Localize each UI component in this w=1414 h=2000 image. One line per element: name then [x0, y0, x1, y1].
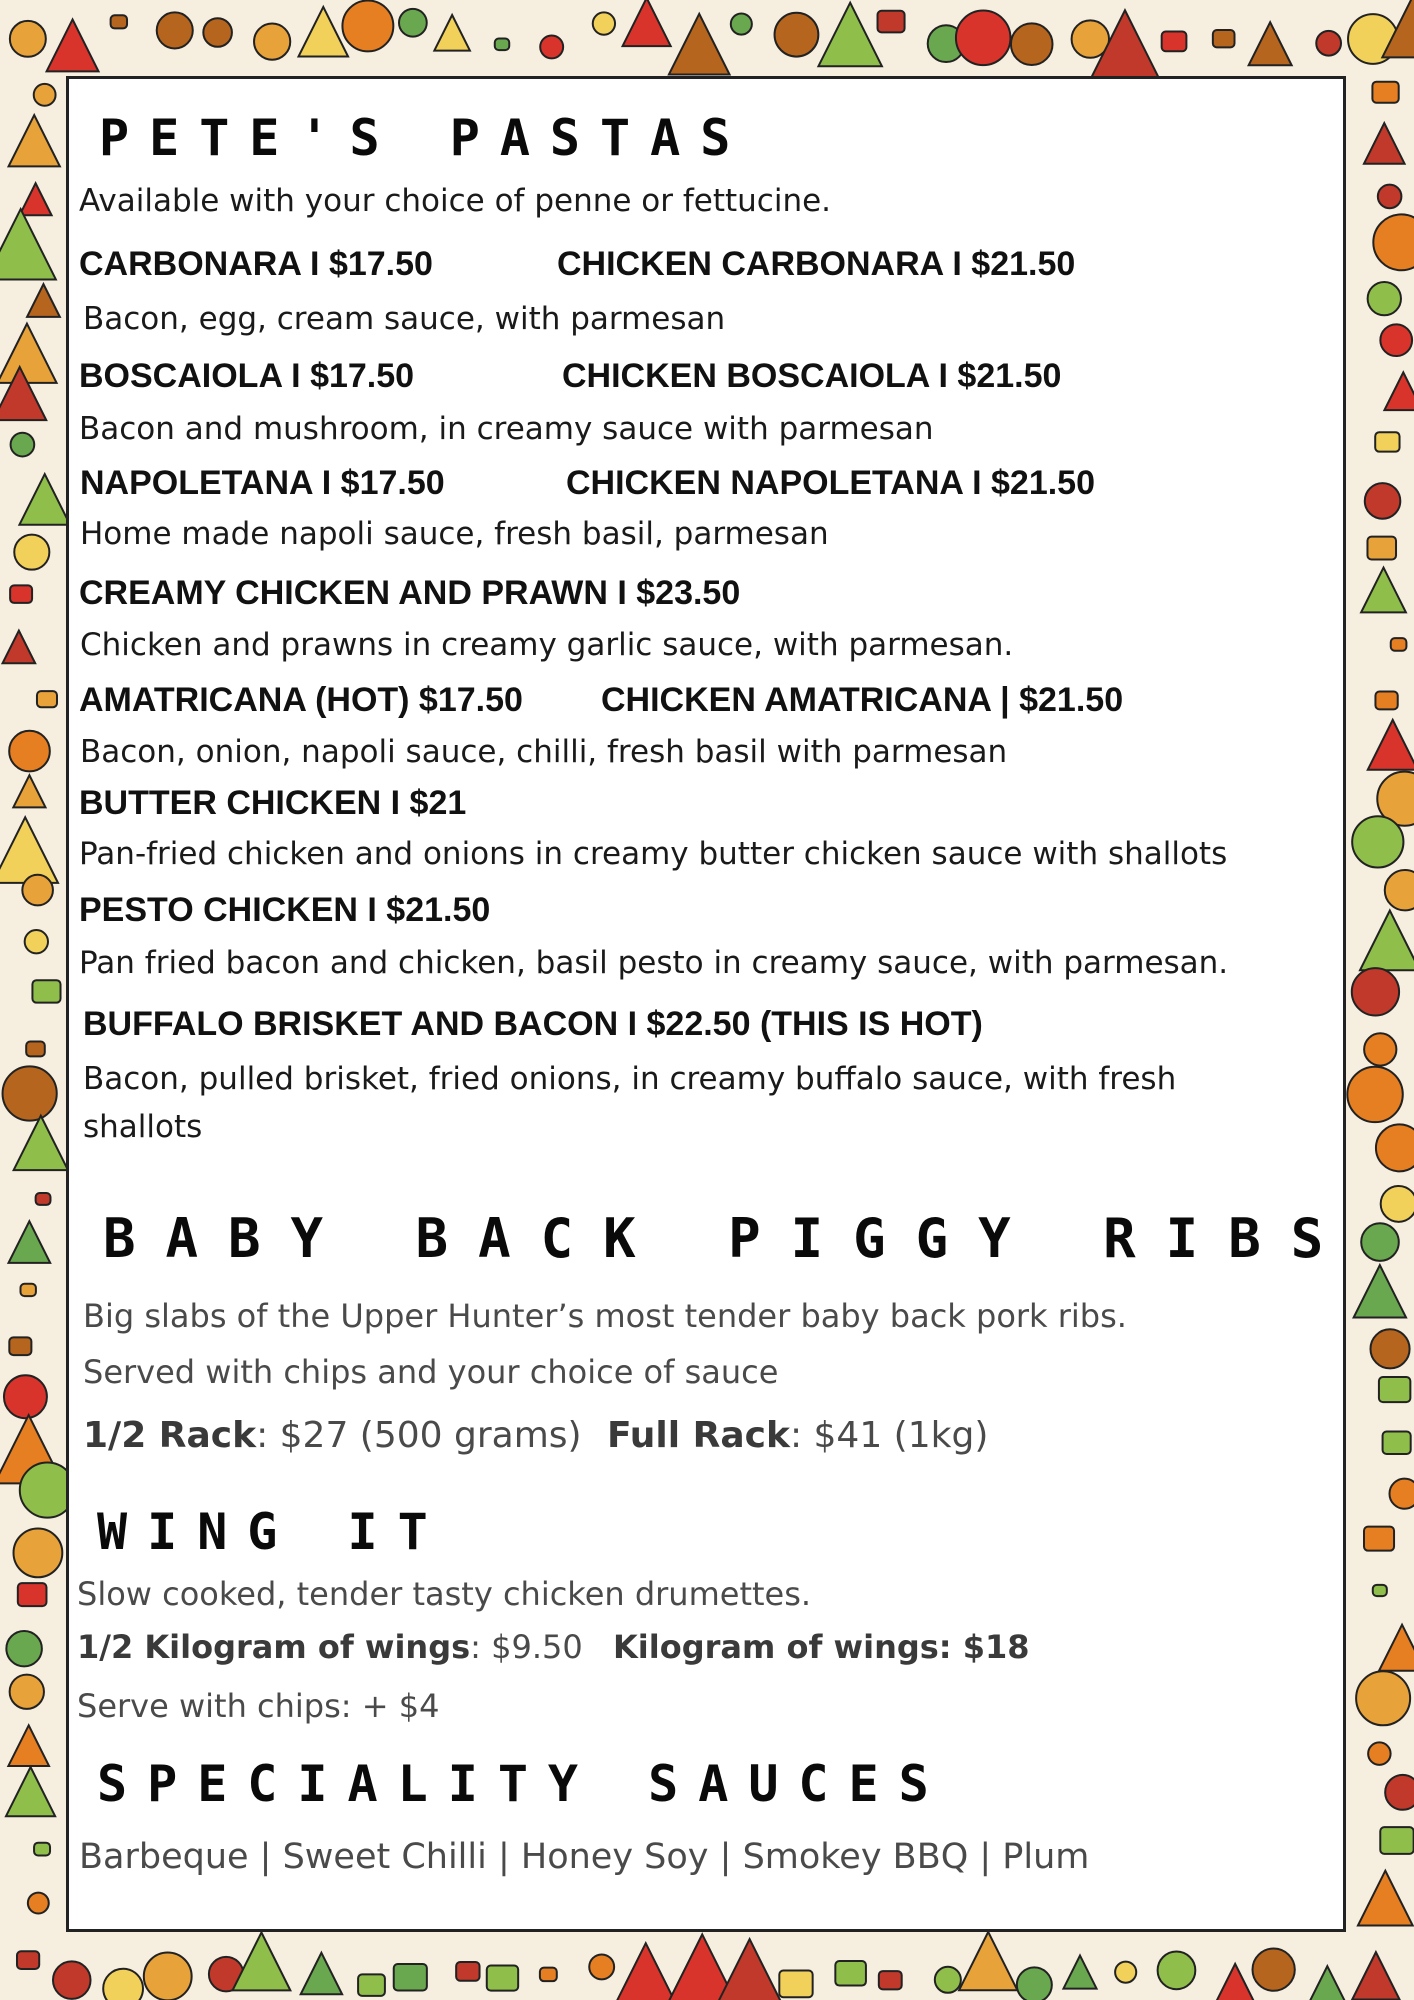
- food-doodle: [1017, 1967, 1052, 2000]
- food-doodle: [593, 12, 615, 34]
- food-doodle: [32, 980, 60, 1002]
- food-doodle: [10, 1675, 44, 1709]
- food-doodle: [589, 1954, 614, 1979]
- food-doodle: [1162, 31, 1187, 51]
- ribs-serving: Served with chips and your choice of sauce: [83, 1353, 779, 1391]
- food-doodle: [835, 1961, 866, 1985]
- pastas-heading: PETE'S PASTAS: [99, 109, 751, 167]
- food-doodle: [1378, 185, 1402, 209]
- pastas-subtitle: Available with your choice of penne or fettucine.: [79, 183, 832, 219]
- food-doodle: [456, 1962, 479, 1981]
- food-doodle: [34, 1843, 50, 1856]
- food-doodle: [10, 585, 32, 603]
- food-doodle: [1380, 324, 1412, 356]
- menu-item-amatricana: AMATRICANA (HOT) $17.50: [79, 681, 523, 719]
- wings-description: Slow cooked, tender tasty chicken drumettes.: [77, 1575, 812, 1613]
- food-doodle: [487, 1966, 518, 1991]
- food-doodle: [36, 1193, 51, 1205]
- half-rack-price: 1/2 Rack: $27 (500 grams): [83, 1415, 582, 1456]
- menu-item-buffalo-brisket: BUFFALO BRISKET AND BACON I $22.50 (THIS IS HOT): [83, 1005, 983, 1043]
- food-doodle: [1367, 537, 1396, 560]
- food-doodle: [9, 731, 50, 772]
- menu-item-napoletana: NAPOLETANA I $17.50: [80, 464, 445, 502]
- food-doodle: [1011, 23, 1053, 65]
- food-doodle: [540, 1968, 557, 1982]
- food-doodle: [34, 84, 56, 106]
- food-doodle: [1370, 1329, 1409, 1368]
- food-doodle: [20, 1284, 35, 1296]
- food-doodle: [10, 21, 46, 57]
- food-doodle: [878, 11, 905, 33]
- food-doodle: [11, 433, 35, 457]
- food-doodle: [1361, 1223, 1399, 1261]
- food-doodle: [1380, 1827, 1413, 1854]
- food-doodle: [1379, 1377, 1410, 1402]
- food-doodle: [731, 14, 752, 35]
- food-doodle: [22, 875, 53, 906]
- food-doodle: [103, 1969, 143, 2000]
- food-doodle: [1372, 82, 1398, 103]
- food-doodle: [53, 1961, 91, 1999]
- food-doodle: [14, 535, 49, 570]
- menu-item-chicken-boscaiola: CHICKEN BOSCAIOLA I $21.50: [562, 357, 1062, 395]
- ribs-heading: BABY BACK PIGGY RIBS: [103, 1207, 1354, 1270]
- food-doodle: [1368, 1742, 1390, 1764]
- food-doodle: [1375, 432, 1399, 451]
- sauces-list: Barbeque | Sweet Chilli | Honey Soy | Smokey BBQ | Plum: [79, 1837, 1090, 1877]
- food-doodle: [25, 930, 48, 953]
- food-doodle: [144, 1953, 192, 2000]
- menu-item-chicken-amatricana: CHICKEN AMATRICANA | $21.50: [601, 681, 1124, 719]
- food-doodle: [1385, 1775, 1414, 1810]
- food-doodle: [1352, 816, 1403, 867]
- menu-item-pesto-chicken: PESTO CHICKEN I $21.50: [79, 891, 491, 929]
- food-doodle: [394, 1964, 427, 1991]
- food-doodle: [1158, 1951, 1196, 1989]
- food-doodle: [935, 1967, 961, 1993]
- food-doodle: [1364, 1527, 1394, 1551]
- food-doodle: [495, 39, 509, 51]
- food-doodle: [6, 1631, 41, 1666]
- menu-item-creamy-chicken-prawn: CREAMY CHICKEN AND PRAWN I $23.50: [79, 574, 741, 612]
- wings-chips-addon: Serve with chips: + $4: [77, 1687, 440, 1725]
- food-doodle: [18, 1583, 47, 1606]
- sauces-heading: SPECIALITY SAUCES: [97, 1755, 949, 1813]
- food-doodle: [1381, 1186, 1414, 1222]
- item-description: Bacon, onion, napoli sauce, chilli, fresh basil with parmesan: [80, 734, 1008, 770]
- kg-wings-price: Kilogram of wings: $18: [613, 1628, 1030, 1666]
- food-doodle: [28, 1893, 49, 1914]
- food-doodle: [1115, 1962, 1136, 1983]
- food-doodle: [775, 13, 819, 57]
- ribs-description: Big slabs of the Upper Hunter’s most tender baby back pork ribs.: [83, 1297, 1127, 1335]
- food-doodle: [17, 1951, 39, 1969]
- item-description: Chicken and prawns in creamy garlic sauce, with parmesan.: [80, 627, 1014, 663]
- menu-item-chicken-carbonara: CHICKEN CARBONARA I $21.50: [557, 245, 1076, 283]
- food-doodle: [1352, 968, 1399, 1015]
- item-description-continued: shallots: [83, 1109, 203, 1145]
- food-doodle: [1391, 638, 1407, 651]
- food-doodle: [1389, 1479, 1414, 1509]
- food-doodle: [399, 9, 427, 37]
- food-doodle: [1213, 30, 1235, 47]
- food-doodle: [1347, 1067, 1402, 1122]
- food-doodle: [1252, 1948, 1294, 1990]
- food-doodle: [956, 11, 1011, 66]
- food-doodle: [1356, 1671, 1410, 1725]
- food-doodle: [4, 1375, 47, 1418]
- menu-item-carbonara: CARBONARA I $17.50: [79, 245, 433, 283]
- food-doodle: [1316, 31, 1341, 56]
- food-doodle: [254, 23, 290, 59]
- food-doodle: [14, 1528, 63, 1577]
- food-doodle: [1373, 1585, 1387, 1596]
- food-doodle: [9, 1337, 31, 1355]
- food-doodle: [203, 18, 232, 47]
- food-doodle: [1383, 1431, 1411, 1453]
- food-doodle: [157, 12, 193, 48]
- item-description: Bacon, pulled brisket, fried onions, in creamy buffalo sauce, with fresh: [83, 1061, 1177, 1097]
- full-rack-price: Full Rack: $41 (1kg): [607, 1415, 989, 1456]
- food-doodle: [1368, 282, 1401, 315]
- food-doodle: [1364, 1033, 1396, 1065]
- food-doodle: [879, 1971, 902, 1989]
- menu-item-boscaiola: BOSCAIOLA I $17.50: [79, 357, 415, 395]
- item-description: Pan fried bacon and chicken, basil pesto in creamy sauce, with parmesan.: [79, 945, 1229, 981]
- food-doodle: [3, 1066, 57, 1120]
- half-kg-wings-price: 1/2 Kilogram of wings: $9.50: [77, 1628, 583, 1666]
- menu-item-butter-chicken: BUTTER CHICKEN I $21: [79, 784, 467, 822]
- food-doodle: [1376, 1124, 1414, 1171]
- food-doodle: [540, 35, 563, 58]
- menu-card: [66, 76, 1354, 1932]
- food-doodle: [358, 1974, 385, 1995]
- food-doodle: [1365, 483, 1401, 519]
- food-doodle: [342, 1, 393, 52]
- item-description: Bacon and mushroom, in creamy sauce with parmesan: [79, 411, 934, 447]
- wings-heading: WING IT: [97, 1503, 448, 1561]
- menu-item-chicken-napoletana: CHICKEN NAPOLETANA I $21.50: [566, 464, 1095, 502]
- food-doodle: [26, 1042, 45, 1057]
- food-doodle: [37, 691, 57, 707]
- item-description: Home made napoli sauce, fresh basil, parmesan: [80, 516, 829, 552]
- food-doodle: [1375, 692, 1397, 710]
- item-description: Pan-fried chicken and onions in creamy butter chicken sauce with shallots: [79, 836, 1228, 872]
- item-description: Bacon, egg, cream sauce, with parmesan: [83, 301, 726, 337]
- food-doodle: [111, 15, 127, 28]
- food-doodle: [779, 1971, 812, 1998]
